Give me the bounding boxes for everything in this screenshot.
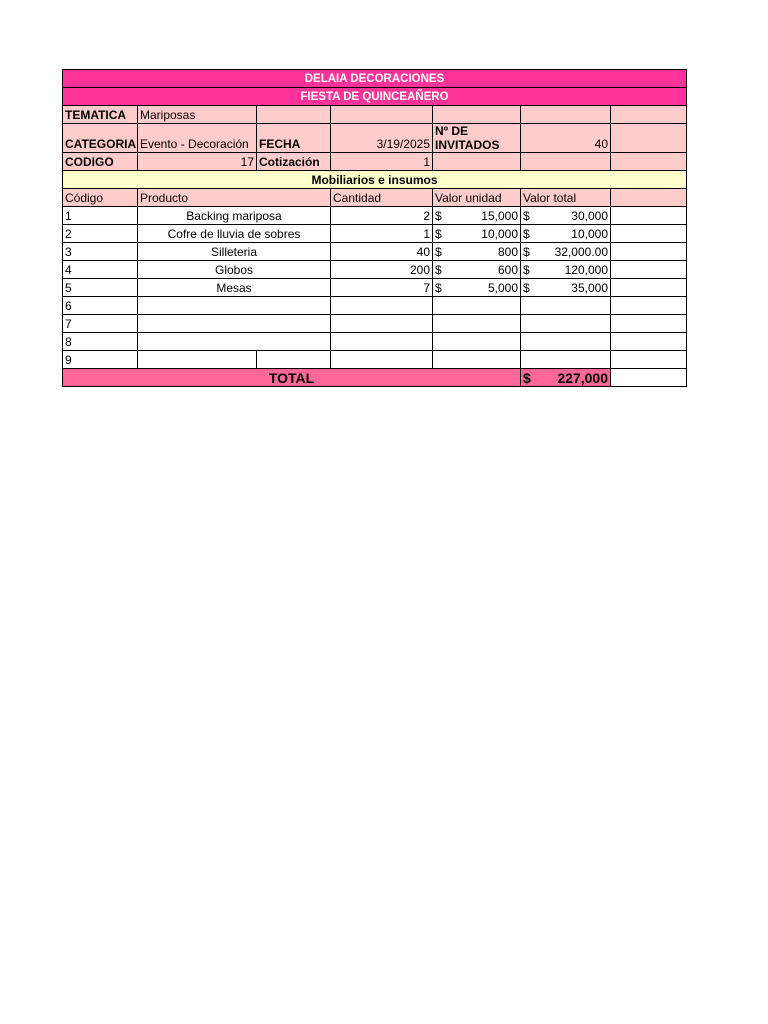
tematica-value[interactable]: Mariposas bbox=[138, 106, 257, 124]
empty-cell[interactable] bbox=[611, 333, 687, 351]
table-row bbox=[63, 243, 687, 261]
column-header-producto[interactable]: Producto bbox=[138, 189, 331, 207]
table-row bbox=[63, 261, 687, 279]
cotizacion-label[interactable]: Cotización bbox=[257, 153, 331, 171]
column-header-valor-unidad[interactable]: Valor unidad bbox=[433, 189, 521, 207]
empty-cell[interactable] bbox=[521, 153, 611, 171]
item-rows bbox=[63, 207, 687, 369]
item-codigo[interactable]: 1 bbox=[63, 207, 138, 225]
table-row bbox=[63, 333, 687, 351]
table-row bbox=[63, 225, 687, 243]
table-row bbox=[63, 207, 687, 225]
item-producto[interactable]: Mesas bbox=[138, 279, 331, 297]
item-codigo[interactable]: 3 bbox=[63, 243, 138, 261]
item-valor-total[interactable] bbox=[521, 279, 611, 297]
categoria-value[interactable]: Evento - Decoración bbox=[138, 124, 257, 153]
item-producto[interactable]: Silleteria bbox=[138, 243, 331, 261]
empty-cell[interactable] bbox=[611, 261, 687, 279]
total-label[interactable]: TOTAL bbox=[63, 369, 521, 387]
categoria-label[interactable]: CATEGORIA bbox=[63, 124, 138, 153]
item-cantidad[interactable]: 2 bbox=[331, 207, 433, 225]
item-valor-unidad-amount bbox=[435, 280, 518, 296]
item-producto[interactable] bbox=[138, 351, 257, 369]
empty-cell[interactable] bbox=[611, 225, 687, 243]
invitados-label[interactable]: Nº DE INVITADOS bbox=[433, 124, 521, 153]
empty-cell[interactable] bbox=[611, 315, 687, 333]
item-valor-unidad[interactable] bbox=[433, 225, 521, 243]
item-cantidad[interactable]: 1 bbox=[331, 225, 433, 243]
section-title[interactable]: Mobiliarios e insumos bbox=[63, 171, 687, 189]
quotation-sheet bbox=[62, 69, 687, 387]
item-valor-unidad[interactable] bbox=[433, 315, 521, 333]
empty-cell[interactable] bbox=[611, 297, 687, 315]
item-valor-total-value: 35,000 bbox=[571, 281, 608, 295]
item-valor-unidad-value: 10,000 bbox=[481, 227, 518, 241]
empty-cell[interactable] bbox=[611, 279, 687, 297]
item-valor-total-value: 10,000 bbox=[571, 227, 608, 241]
event-title-cell[interactable]: FIESTA DE QUINCEAÑERO bbox=[63, 88, 687, 106]
item-cantidad[interactable] bbox=[331, 333, 433, 351]
empty-cell[interactable] bbox=[611, 106, 687, 124]
item-valor-unidad[interactable] bbox=[433, 351, 521, 369]
item-valor-total[interactable] bbox=[521, 207, 611, 225]
item-codigo[interactable]: 6 bbox=[63, 297, 138, 315]
empty-cell[interactable] bbox=[611, 351, 687, 369]
total-amount bbox=[523, 370, 608, 386]
item-cantidad[interactable] bbox=[331, 315, 433, 333]
currency-symbol: $ bbox=[523, 263, 530, 277]
item-valor-total[interactable] bbox=[521, 261, 611, 279]
empty-cell[interactable] bbox=[611, 243, 687, 261]
currency-symbol: $ bbox=[523, 209, 530, 223]
item-cantidad[interactable]: 40 bbox=[331, 243, 433, 261]
column-header-cantidad[interactable]: Cantidad bbox=[331, 189, 433, 207]
total-currency: $ bbox=[523, 370, 531, 386]
item-producto[interactable] bbox=[138, 297, 331, 315]
currency-symbol: $ bbox=[435, 245, 442, 259]
item-producto[interactable]: Globos bbox=[138, 261, 331, 279]
empty-cell[interactable] bbox=[331, 106, 433, 124]
invitados-value[interactable]: 40 bbox=[521, 124, 611, 153]
item-valor-total-amount bbox=[523, 280, 608, 296]
item-codigo[interactable]: 9 bbox=[63, 351, 138, 369]
item-cantidad[interactable]: 7 bbox=[331, 279, 433, 297]
item-cantidad[interactable] bbox=[331, 297, 433, 315]
item-valor-unidad-value: 15,000 bbox=[481, 209, 518, 223]
item-valor-total[interactable] bbox=[521, 243, 611, 261]
item-valor-total-amount bbox=[523, 244, 608, 260]
empty-cell[interactable] bbox=[433, 106, 521, 124]
item-valor-unidad-value: 800 bbox=[497, 245, 518, 259]
fecha-value[interactable]: 3/19/2025 bbox=[331, 124, 433, 153]
company-name-cell[interactable]: DELAIA DECORACIONES bbox=[63, 70, 687, 88]
total-value: 227,000 bbox=[557, 370, 608, 386]
item-valor-unidad-amount bbox=[435, 226, 518, 242]
item-valor-total[interactable] bbox=[521, 333, 611, 351]
item-valor-total[interactable] bbox=[521, 315, 611, 333]
column-header-valor-total[interactable]: Valor total bbox=[521, 189, 611, 207]
currency-symbol: $ bbox=[523, 281, 530, 295]
item-valor-total-amount bbox=[523, 262, 608, 278]
item-valor-total[interactable] bbox=[521, 225, 611, 243]
codigo-label[interactable]: CODIGO bbox=[63, 153, 138, 171]
fecha-label[interactable]: FECHA bbox=[257, 124, 331, 153]
currency-symbol: $ bbox=[435, 209, 442, 223]
item-valor-unidad-amount bbox=[435, 208, 518, 224]
item-producto[interactable]: Cofre de lluvia de sobres bbox=[138, 225, 331, 243]
item-valor-unidad[interactable] bbox=[433, 333, 521, 351]
item-valor-unidad-amount bbox=[435, 262, 518, 278]
item-codigo[interactable]: 5 bbox=[63, 279, 138, 297]
item-valor-total-value: 120,000 bbox=[564, 263, 608, 277]
item-valor-unidad[interactable] bbox=[433, 279, 521, 297]
column-header-codigo[interactable]: Código bbox=[63, 189, 138, 207]
empty-cell[interactable] bbox=[611, 369, 687, 387]
table-row bbox=[63, 351, 687, 369]
item-codigo[interactable]: 4 bbox=[63, 261, 138, 279]
empty-cell[interactable] bbox=[611, 124, 687, 153]
currency-symbol: $ bbox=[435, 227, 442, 241]
empty-cell[interactable] bbox=[611, 153, 687, 171]
cotizacion-value[interactable]: 1 bbox=[331, 153, 433, 171]
table-row bbox=[63, 297, 687, 315]
item-valor-unidad[interactable] bbox=[433, 207, 521, 225]
item-valor-unidad-value: 600 bbox=[497, 263, 518, 277]
item-producto[interactable] bbox=[138, 315, 331, 333]
currency-symbol: $ bbox=[435, 263, 442, 277]
empty-cell[interactable] bbox=[611, 189, 687, 207]
item-valor-total-amount bbox=[523, 208, 608, 224]
item-valor-unidad[interactable] bbox=[433, 261, 521, 279]
tematica-label[interactable]: TEMATICA bbox=[63, 106, 138, 124]
item-valor-unidad-amount bbox=[435, 244, 518, 260]
item-producto[interactable] bbox=[138, 333, 331, 351]
item-codigo[interactable]: 8 bbox=[63, 333, 138, 351]
codigo-value[interactable]: 17 bbox=[138, 153, 257, 171]
table-row bbox=[63, 315, 687, 333]
item-valor-unidad-value: 5,000 bbox=[487, 281, 518, 295]
empty-cell[interactable] bbox=[257, 106, 331, 124]
currency-symbol: $ bbox=[523, 227, 530, 241]
item-valor-total[interactable] bbox=[521, 297, 611, 315]
item-valor-total-value: 30,000 bbox=[571, 209, 608, 223]
empty-cell[interactable] bbox=[433, 153, 521, 171]
table-row bbox=[63, 279, 687, 297]
item-valor-total[interactable] bbox=[521, 351, 611, 369]
total-amount-cell[interactable] bbox=[521, 369, 611, 387]
empty-cell[interactable] bbox=[611, 207, 687, 225]
empty-cell[interactable] bbox=[521, 106, 611, 124]
currency-symbol: $ bbox=[523, 245, 530, 259]
empty-cell[interactable] bbox=[257, 351, 331, 369]
item-valor-unidad[interactable] bbox=[433, 243, 521, 261]
currency-symbol: $ bbox=[435, 281, 442, 295]
item-valor-total-value: 32,000.00 bbox=[554, 245, 608, 259]
item-producto[interactable]: Backing mariposa bbox=[138, 207, 331, 225]
item-valor-total-amount bbox=[523, 226, 608, 242]
item-codigo[interactable]: 7 bbox=[63, 315, 138, 333]
item-codigo[interactable]: 2 bbox=[63, 225, 138, 243]
item-cantidad[interactable] bbox=[331, 351, 433, 369]
item-valor-unidad[interactable] bbox=[433, 297, 521, 315]
item-cantidad[interactable]: 200 bbox=[331, 261, 433, 279]
